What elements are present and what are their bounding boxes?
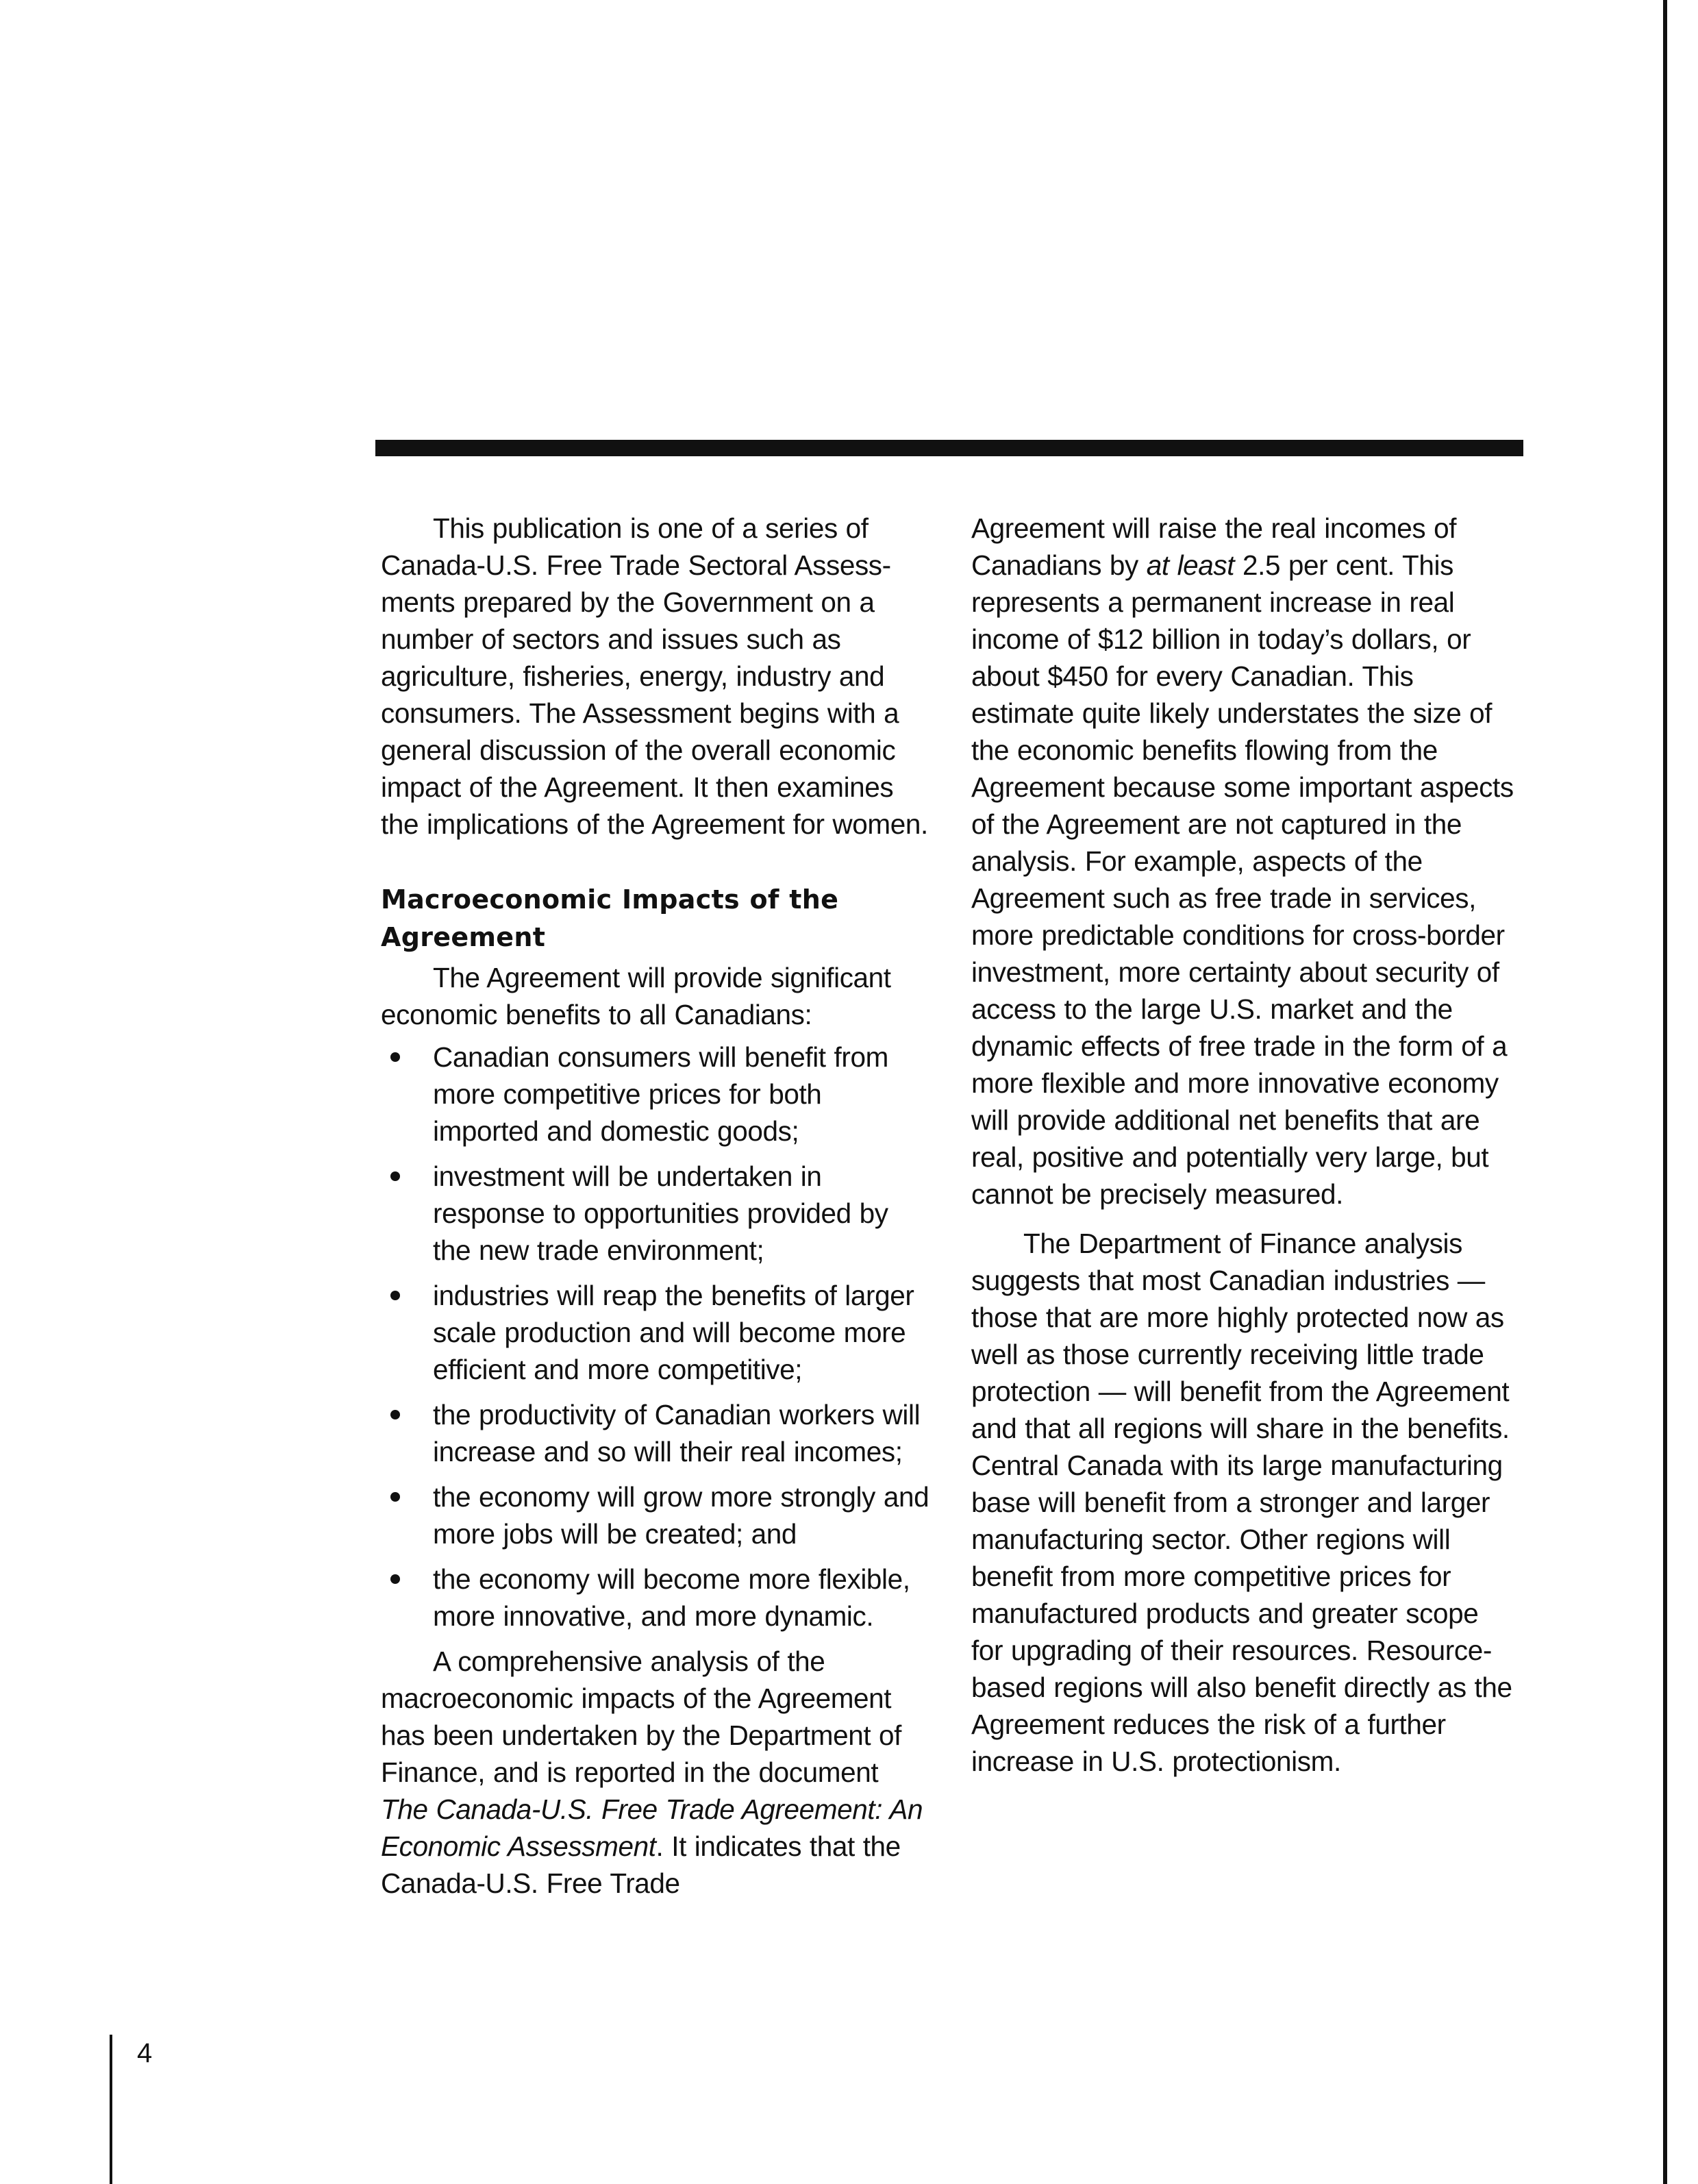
- bullet-icon: [390, 1410, 400, 1419]
- header-rule: [375, 440, 1523, 456]
- lead-paragraph: The Agreement will provide significant economic benefits to all Canadians:: [381, 962, 891, 1030]
- analysis-text-end: . It indicates that the Canada-U.S. Free Trade: [381, 1831, 901, 1899]
- right-column: [971, 510, 1516, 1780]
- left-column: [381, 510, 930, 1902]
- section-heading: Macroeconomic Impacts of the Agreement: [381, 884, 839, 952]
- analysis-text-start: A comprehensive analysis of the macroeconomic impacts of the Agreement has been undertaken by the Department of Finance, and is reported in the document: [381, 1646, 902, 1788]
- list-item-text: Canadian consumers will benefit from more competitive prices for both imported and domestic goods;: [433, 1041, 888, 1147]
- bullet-icon: [390, 1291, 400, 1300]
- list-item: [381, 1561, 930, 1635]
- list-item-text: industries will reap the benefits of larger scale production and will become more efficient and more competitive;: [433, 1280, 914, 1385]
- list-item: [381, 1277, 930, 1388]
- list-item-text: investment will be undertaken in response to opportunities provided by the new trade environment;: [433, 1161, 888, 1266]
- emphasis-text: at least: [1146, 549, 1235, 581]
- bullet-icon: [390, 1574, 400, 1584]
- list-item-text: the economy will become more flexible, more innovative, and more dynamic.: [433, 1563, 910, 1632]
- page-edge-line: [1663, 0, 1667, 2184]
- analysis-paragraph: [381, 1643, 930, 1902]
- margin-bar: [110, 2035, 112, 2184]
- bullet-icon: [390, 1171, 400, 1181]
- continuation-text-start: Agreement will raise the real incomes of Canadians by: [971, 512, 1457, 581]
- page-number: 4: [137, 2038, 153, 2068]
- list-item: [381, 1039, 930, 1150]
- bullet-icon: [390, 1492, 400, 1502]
- intro-paragraph: This publication is one of a series of Canada-U.S. Free Trade Sectoral Assessments prepared by the Government on a number of sectors and issues such as agriculture, fisheries, energy, industry and consumers. The Assessment begins with a general discussion of the overall economic impact of the Agreement. It then examines the implications of the Agreement for women.: [381, 512, 928, 840]
- continuation-paragraph: [971, 510, 1516, 1213]
- list-item: [381, 1478, 930, 1552]
- list-item-text: the economy will grow more strongly and more jobs will be created; and: [433, 1481, 929, 1550]
- list-item: [381, 1158, 930, 1269]
- continuation-text-end: 2.5 per cent. This represents a permanent increase in real income of $12 billion in today’s dollars, or about $450 for every Canadian. This estimate quite likely understates the size of the economic benefits flowing from the Agreement because some important aspects of the Agreement are not captured in the analysis. For example, aspects of the Agreement such as free trade in services, more predictable conditions for cross-border investment, more certainty about security of access to the large U.S. market and the dynamic effects of free trade in the form of a more flexible and more innovative economy will provide additional net benefits that are real, positive and potentially very large, but cannot be precisely measured.: [971, 549, 1514, 1210]
- finance-paragraph: The Department of Finance analysis suggests that most Canadian industries — those that are more highly protected now as well as those currently receiving little trade protection — will benefit from the Agreement and that all regions will share in the benefits. Central Canada with its large manufacturing base will benefit from a stronger and larger manufacturing sector. Other regions will benefit from more competitive prices for manufactured products and greater scope for upgrading of their resources. Resource-based regions will also benefit directly as the Agreement reduces the risk of a further increase in U.S. protectionism.: [971, 1228, 1512, 1777]
- list-item-text: the productivity of Canadian workers will increase and so will their real incomes;: [433, 1399, 921, 1467]
- list-item: [381, 1396, 930, 1470]
- benefits-list: [381, 1039, 930, 1635]
- document-title: The Canada-U.S. Free Trade Agreement: An Economic Assessment: [381, 1794, 923, 1862]
- bullet-icon: [390, 1052, 400, 1062]
